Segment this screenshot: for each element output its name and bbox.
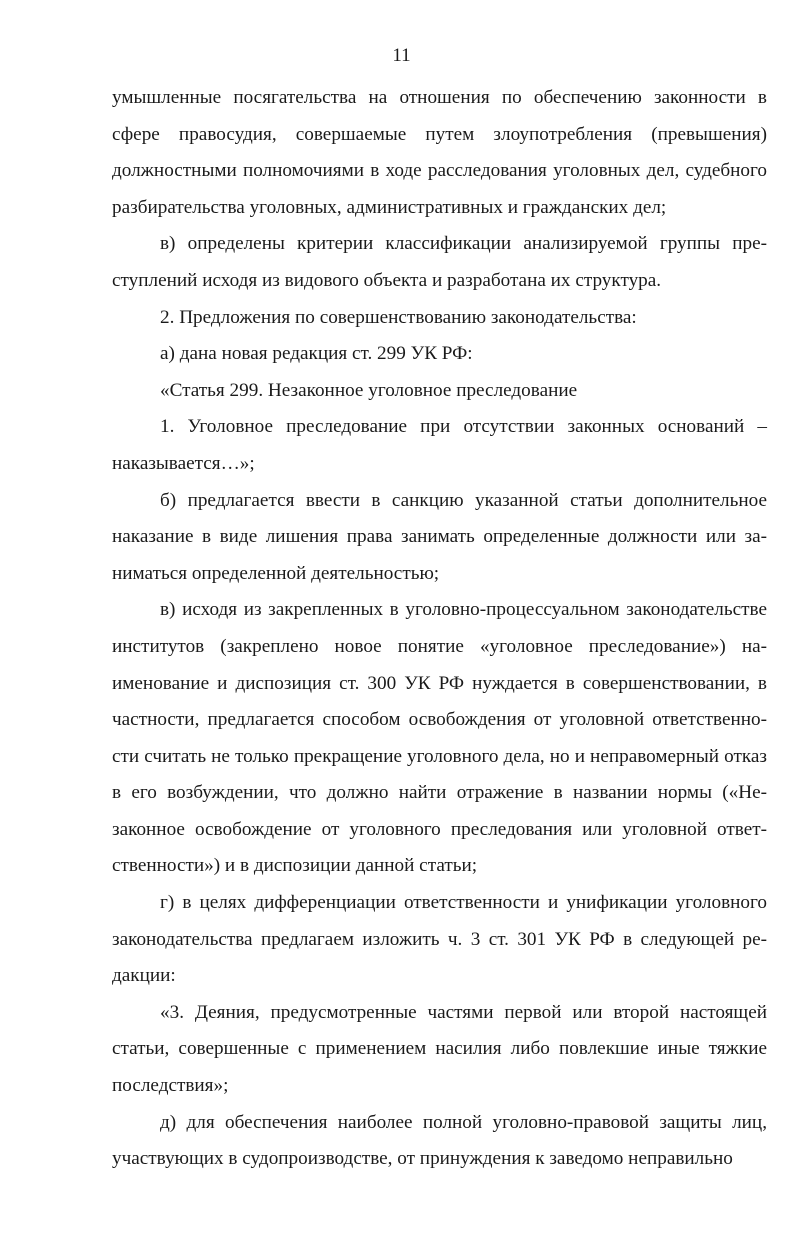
- paragraph: а) дана новая редакция ст. 299 УК РФ:: [160, 343, 473, 365]
- paragraph: в) определены критерии классификации анализируемой группы преступлений исходя из видового объекта и разработана их структура.: [112, 233, 767, 291]
- paragraph: «Статья 299. Незаконное уголовное преследование: [160, 379, 578, 401]
- paragraph: в) исходя из закрепленных в уголовно-процессуальном законодательстве институтов (закреплено новое понятие «уголовное преследование») наименование и диспозиция ст. 300 УК РФ нуждается в совершенствовании, в частности, предлагается способом освобождения от уголовной ответственности считать не только прекращение уголовного дела, но и неправомерный отказ в его возбуждении, что должно найти отражение в названии нормы («Незаконное освобождение от уголовного преследования или уголовной ответственности») и в диспозиции данной статьи;: [112, 599, 767, 877]
- paragraph: 2. Предложения по совершенствованию законодательства:: [160, 306, 637, 328]
- paragraph: умышленные посягательства на отношения по обеспечению законности в сфере правосудия, совершаемые путем злоупотребления (превышения) должностными полномочиями в ходе расследования уголовных дел, судебного разбирательства уголовных, административных и гражданских дел;: [112, 87, 767, 218]
- page-number: 11: [392, 45, 411, 66]
- document-body: [112, 80, 767, 1178]
- paragraph: 1. Уголовное преследование при отсутствии законных оснований – наказывается…»;: [112, 416, 767, 474]
- paragraph: б) предлагается ввести в санкцию указанной статьи дополнительное наказание в виде лишения права занимать определенные должности или заниматься определенной деятельностью;: [112, 489, 767, 584]
- paragraph: д) для обеспечения наиболее полной уголовно-правовой защиты лиц, участвующих в судопроизводстве, от принуждения к заведомо неправильно: [112, 1111, 767, 1170]
- paragraph: «3. Деяния, предусмотренные частями первой или второй настоящей статьи, совершенные с применением насилия либо повлекшие иные тяжкие последствия»;: [112, 1001, 767, 1097]
- paragraph: г) в целях дифференциации ответственности и унификации уголовного законодательства предлагаем изложить ч. 3 ст. 301 УК РФ в следующей редакции:: [112, 892, 767, 987]
